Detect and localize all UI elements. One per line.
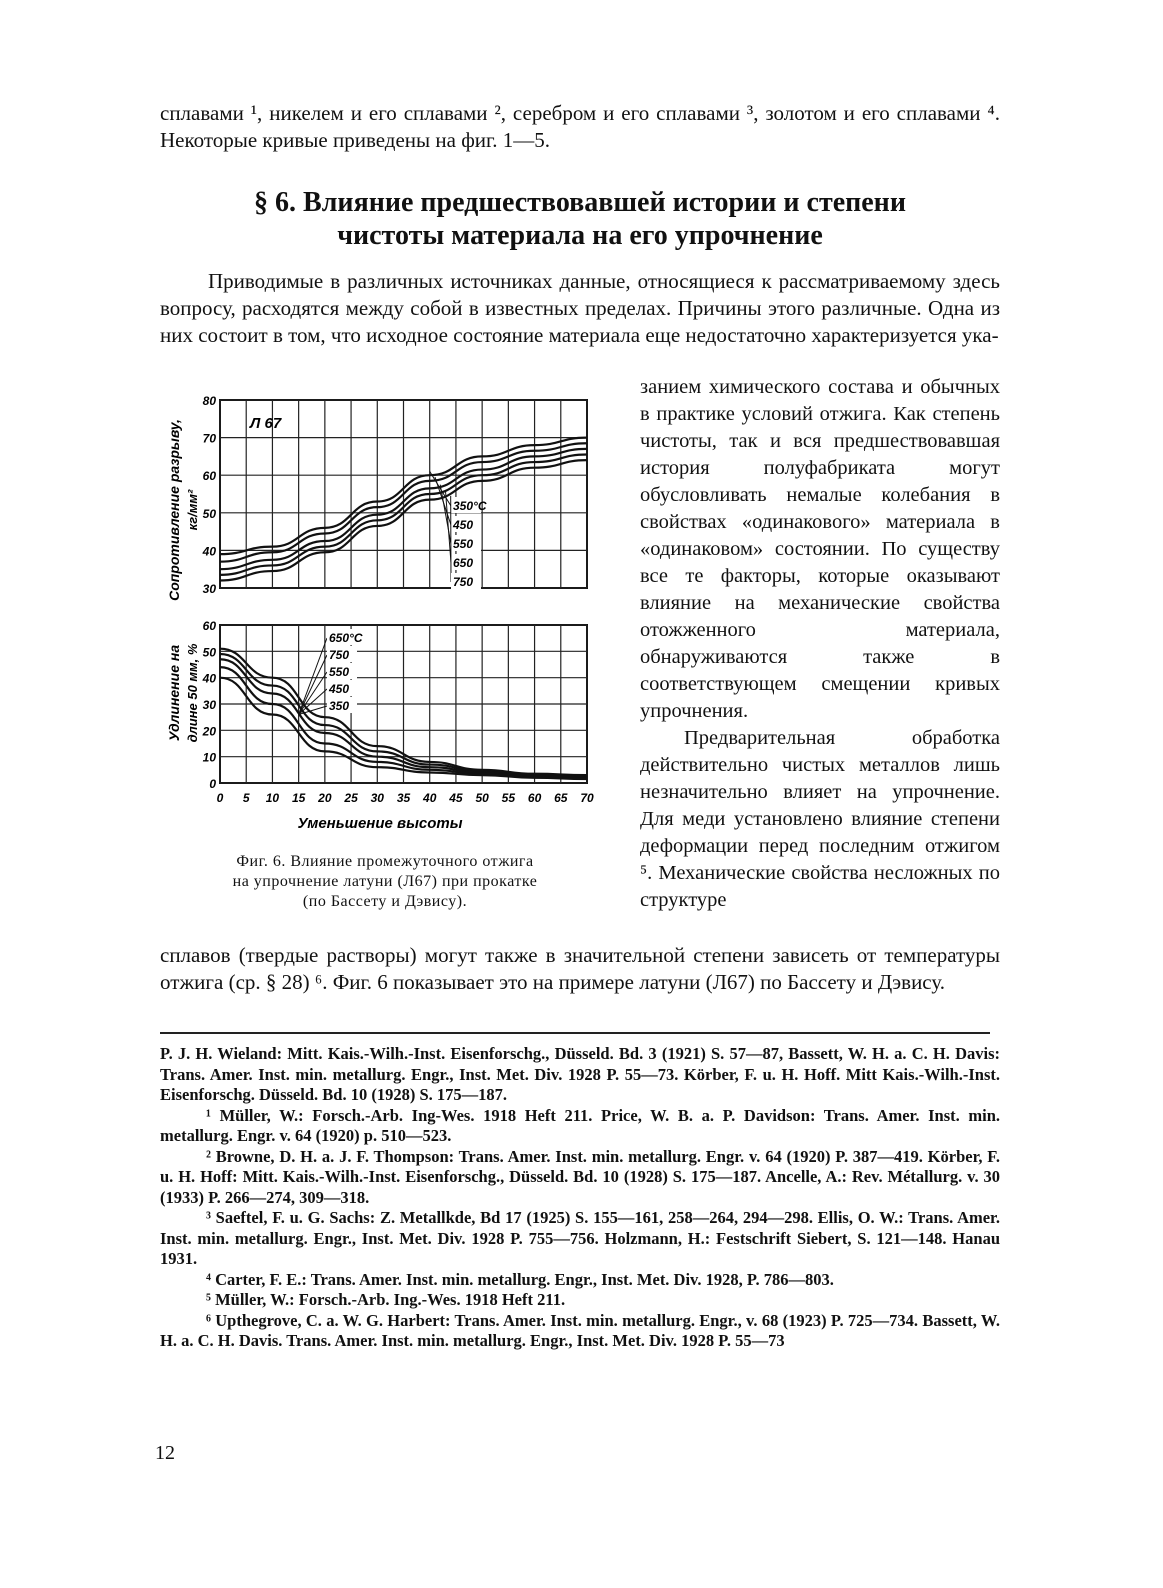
footnote-divider	[160, 1032, 990, 1034]
footnote-5: ⁵ Müller, W.: Forsch.-Arb. Ing.-Wes. 1918 Heft 211.	[206, 1290, 566, 1309]
x-axis-label: Уменьшение высоты	[297, 815, 463, 832]
y-tick-label-strength: 30	[202, 582, 216, 596]
heading-line-2: чистоты материала на его упрочнение	[337, 220, 823, 251]
series-label-elongation: 550	[329, 665, 350, 679]
series-label-strength: 450	[453, 518, 474, 532]
y-axis-label-bottom-1: Удлинение на	[166, 644, 182, 742]
side-column-text	[640, 374, 1000, 914]
paragraph-1-full-width: Приводимые в различных источниках данные, относящиеся к рассматриваемому здесь вопросу, расходятся между собой в известных пределах. Причины этого различные. Одна из них состоит в том, что исходное состояние материала еще недостаточно характеризуется ука-	[160, 269, 1000, 347]
x-tick-label: 0	[216, 791, 224, 805]
x-tick-label: 35	[396, 791, 411, 805]
footnotes	[160, 1044, 1000, 1352]
x-tick-label: 45	[449, 791, 463, 805]
x-tick-label: 15	[291, 791, 306, 805]
footnote-4: ⁴ Carter, F. E.: Trans. Amer. Inst. min. metallurg. Engr., Inst. Met. Div. 1928, P. 786—803.	[206, 1269, 834, 1289]
paragraph-2-column: Предварительная обработка действительно чистых металлов лишь незначительно влияет на упрочнение. Для меди установлено влияние степени деформации перед последним отжигом ⁵. Механические свойства несложных по структуре	[640, 727, 1000, 911]
y-tick-label-strength: 80	[202, 394, 216, 408]
x-tick-label: 5	[242, 791, 250, 805]
x-tick-label: 65	[554, 791, 568, 805]
caption-line-3: (по Бассету и Дэвису).	[302, 893, 468, 910]
x-tick-label: 25	[344, 791, 358, 805]
y-tick-label-elongation: 20	[202, 724, 216, 739]
y-axis-label-top-1: Сопротивление разрыву,	[166, 419, 182, 601]
y-tick-label-elongation: 50	[202, 645, 216, 660]
material-label: Л 67	[250, 415, 282, 432]
x-tick-label: 10	[265, 791, 280, 805]
figure-6-chart	[155, 388, 615, 858]
series-label-strength: 750	[453, 575, 474, 589]
paragraph-1-column: занием химического состава и обычных в практике условий отжига. Как степень чистоты, так и вся предшествовавшая история полуфабриката могут обусловливать немалые колебания в свойствах «одинакового» материала в «одинаковом» состоянии. По существу все те факторы, которые оказывают влияние на механические свойства отожженного материала, обнаруживаются также в соответствующем смещении кривых упрочнения.	[640, 376, 1000, 722]
caption-line-1: Фиг. 6. Влияние промежуточного отжига	[236, 853, 534, 870]
y-axis-label-bottom-2: длине 50 мм, %	[185, 643, 200, 743]
caption-line-2: на упрочнение латуни (Л67) при прокатке	[232, 873, 538, 890]
intro-paragraph: сплавами ¹, никелем и его сплавами ², серебром и его сплавами ³, золотом и его сплавами ⁴. Некоторые кривые приведены на фиг. 1—5.	[160, 101, 1000, 152]
y-tick-label-elongation: 30	[202, 698, 216, 712]
footnote-6: ⁶ Upthegrove, C. a. W. G. Harbert: Trans. Amer. Inst. min. metallurg. Engr., v. 68 (1923) P. 725—734. Bassett, W. H. a. C. H. Davis. Trans. Amer. Inst. min. metallurg. Engr., Inst. Met. Div. 1928 P. 55—73	[160, 1310, 1000, 1350]
figure-caption	[155, 852, 615, 912]
footnote-1: ¹ Müller, W.: Forsch.-Arb. Ing-Wes. 1918 Heft 211. Price, W. B. a. P. Davidson: Trans. Amer. Inst. min. metallurg. Engr. v. 64 (1920) p. 510—523.	[160, 1105, 1000, 1145]
series-label-elongation: 350	[329, 699, 350, 713]
page-number: 12	[155, 1442, 175, 1464]
series-label-elongation: 450	[329, 682, 350, 696]
y-tick-label-strength: 70	[202, 431, 216, 446]
series-label-elongation: 750	[329, 648, 350, 662]
footnote-intro: P. J. H. Wieland: Mitt. Kais.-Wilh.-Inst. Eisenforschg., Düsseld. Bd. 3 (1921) S. 57—87, Bassett, W. H. a. C. H. Davis: Trans. Amer. Inst. min. metallurg. Engr., Inst. Met. Div. 1928 P. 55—73. Körber, F. u. H. Hoff. Mitt Kais.-Wilh.-Inst. Eisenforschg. Düsseld. Bd. 10 (1928) S. 175—187.	[160, 1044, 1000, 1104]
series-label-strength: 650	[453, 556, 474, 570]
x-tick-label: 20	[318, 791, 332, 805]
y-axis-label-top-2: кг/мм²	[185, 489, 200, 531]
section-heading	[160, 186, 1000, 252]
series-leader-elongation	[299, 638, 327, 715]
series-label-strength: 350°C	[453, 499, 487, 513]
footnote-3: ³ Saeftel, F. u. G. Sachs: Z. Metallkde, Bd 17 (1925) S. 155—161, 258—264, 294—298. Ellis, O. W.: Trans. Amer. Inst. min. metallurg. Engr., Inst. Met. Div. 1928 P. 755—756. Holzmann, H.: Festschrift Siebert, S. 121—148. Hanau 1931.	[160, 1208, 1000, 1268]
footnote-2: ² Browne, D. H. a. J. F. Thompson: Trans. Amer. Inst. min. metallurg. Engr. v. 64 (1920) P. 387—419. Körber, F. u. H. Hoff: Mitt. Kais.-Wilh.-Inst. Eisenforschg., Düsseld. Bd. 10 (1928) S. 175—187. Ancelle, A.: Rev. Métallurg. v. 30 (1933) P. 266—274, 309—318.	[160, 1146, 1000, 1207]
series-leader-elongation	[299, 655, 327, 715]
x-tick-label: 55	[501, 791, 516, 805]
y-tick-label-strength: 50	[202, 506, 216, 521]
y-tick-label-elongation: 0	[209, 777, 216, 791]
x-tick-label: 60	[527, 791, 542, 805]
series-label-strength: 550	[453, 537, 474, 551]
y-tick-label-strength: 60	[202, 469, 216, 484]
paragraph-2-tail: сплавов (твердые растворы) могут также в значительной степени зависеть от температуры отжига (ср. § 28) ⁶. Фиг. 6 показывает это на примере латуни (Л67) по Бассету и Дэвису.	[160, 943, 1000, 994]
x-tick-label: 70	[580, 791, 594, 805]
y-tick-label-elongation: 60	[202, 619, 216, 633]
y-tick-label-strength: 40	[202, 544, 216, 559]
y-tick-label-elongation: 40	[202, 671, 216, 686]
x-tick-label: 30	[370, 791, 384, 805]
heading-line-1: § 6. Влияние предшествовавшей истории и степени	[254, 187, 906, 218]
series-label-elongation: 650°C	[329, 631, 363, 645]
y-tick-label-elongation: 10	[202, 750, 216, 765]
x-tick-label: 40	[423, 791, 437, 805]
x-tick-label: 50	[475, 791, 489, 805]
